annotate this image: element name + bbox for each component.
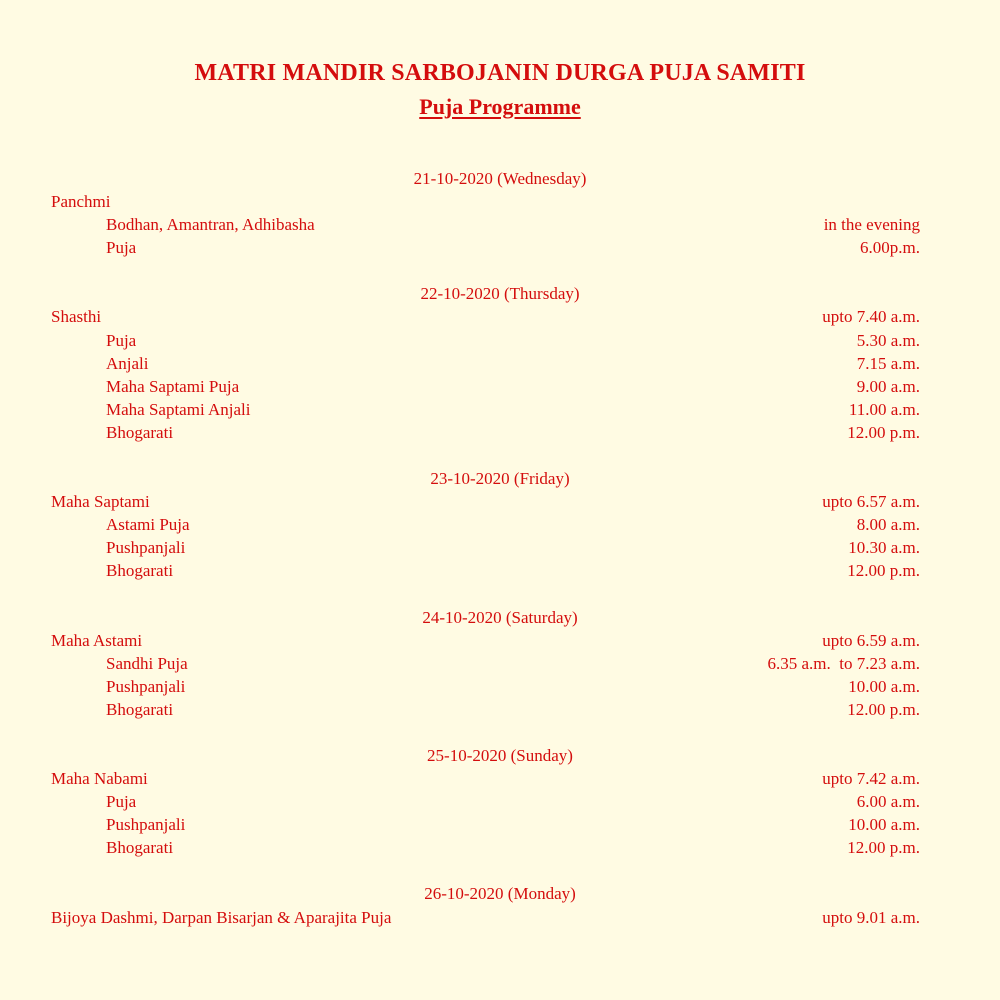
day-date: 25-10-2020 (Sunday) [427,745,573,765]
day-date: 21-10-2020 (Wednesday) [413,169,587,188]
event-label: Bhogarati [106,422,174,442]
day-date: 22-10-2020 (Thursday) [420,284,580,304]
day-date: 24-10-2020 (Saturday) [422,607,578,627]
day-block [0,744,1000,859]
event-label: Puja [106,330,137,350]
day-block [0,467,1000,582]
schedule-row [0,352,1000,375]
schedule-row [0,767,1000,790]
schedule-row [0,813,1000,836]
schedule-row [0,790,1000,813]
schedule-row [0,629,1000,652]
event-label: Anjali [106,353,149,373]
schedule-row [0,236,1000,259]
event-time: upto 6.59 a.m. [822,630,920,650]
event-label: Puja [106,238,137,258]
event-time: 12.00 p.m. [847,561,920,581]
event-label: Puja [106,792,137,812]
tithi-label: Bijoya Dashmi, Darpan Bisarjan & Aparajita Puja [51,907,392,927]
event-time: 6.00 a.m. [856,792,920,812]
schedule-row [0,536,1000,559]
tithi-label: Panchmi [51,192,111,212]
event-time: 8.00 a.m. [856,515,920,535]
schedule-row [0,421,1000,444]
event-label: Astami Puja [106,515,190,535]
tithi-label: Maha Saptami [51,492,150,512]
schedule-row [0,836,1000,859]
schedule-row [0,675,1000,698]
event-time: 5.30 a.m. [856,330,920,350]
tithi-label: Maha Nabami [51,769,148,789]
event-time: 10.30 a.m. [848,538,920,558]
schedule-row [0,513,1000,536]
event-label: Bhogarati [106,561,174,581]
event-label: Maha Saptami Anjali [106,399,251,419]
event-time: 6.35 a.m. to 7.23 a.m. [767,653,920,673]
schedule [0,167,1000,952]
event-time: 12.00 p.m. [847,838,920,858]
event-time: upto 9.01 a.m. [822,907,920,927]
schedule-row [0,906,1000,929]
day-block [0,882,1000,928]
event-label: Pushpanjali [106,815,186,835]
page-subtitle: Puja Programme [419,94,581,119]
event-label: Pushpanjali [106,538,186,558]
event-label: Bhogarati [106,699,174,719]
schedule-row [0,652,1000,675]
event-label: Bodhan, Amantran, Adhibasha [106,215,315,235]
event-time: upto 7.40 a.m. [822,307,920,327]
event-time: upto 7.42 a.m. [822,769,920,789]
event-time: 12.00 p.m. [847,699,920,719]
event-time: 7.15 a.m. [856,353,920,373]
day-block [0,167,1000,259]
day-block [0,282,1000,444]
schedule-row [0,190,1000,213]
schedule-row [0,375,1000,398]
event-time: 9.00 a.m. [856,376,920,396]
event-time: upto 6.57 a.m. [822,492,920,512]
day-block [0,606,1000,721]
event-label: Bhogarati [106,838,174,858]
schedule-row [0,559,1000,582]
event-time: 12.00 p.m. [847,422,920,442]
tithi-label: Shasthi [51,307,102,327]
schedule-row [0,398,1000,421]
day-date: 23-10-2020 (Friday) [430,469,570,489]
tithi-label: Maha Astami [51,630,143,650]
schedule-row [0,329,1000,352]
event-time: 11.00 a.m. [848,399,920,419]
page-title: MATRI MANDIR SARBOJANIN DURGA PUJA SAMITI [194,60,806,86]
day-date: 26-10-2020 (Monday) [424,884,576,904]
event-time: in the evening [823,215,920,235]
event-label: Maha Saptami Puja [106,376,240,396]
event-label: Sandhi Puja [106,653,188,673]
schedule-row [0,698,1000,721]
event-time: 6.00p.m. [860,238,920,258]
schedule-row [0,213,1000,236]
schedule-row [0,305,1000,328]
event-label: Pushpanjali [106,676,186,696]
schedule-row [0,490,1000,513]
event-time: 10.00 a.m. [848,815,920,835]
event-time: 10.00 a.m. [848,676,920,696]
